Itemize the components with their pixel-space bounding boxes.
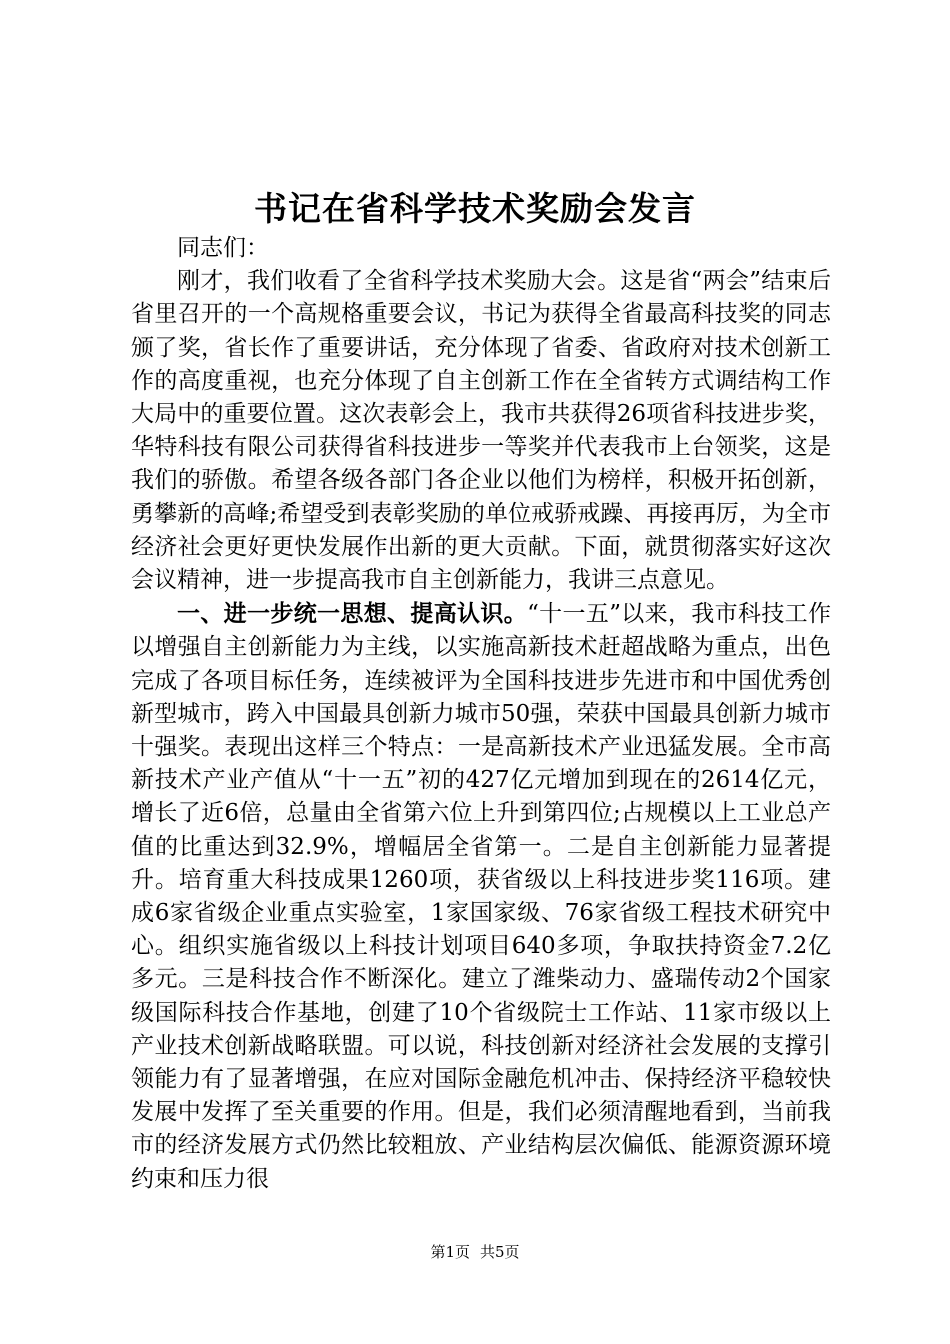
paragraph-section-1 (131, 597, 831, 1196)
section-body: “十一五”以来，我市科技工作以增强自主创新能力为主线，以实施高新技术赶超战略为重点，出色完成了各项目标任务，连续被评为全国科技进步先进市和中国优秀创新型城市，跨入中国最具创新力城市50强，荣获中国最具创新力城市十强奖。表现出这样三个特点：一是高新技术产业迅猛发展。全市高新技术产业产值从“十一五”初的427亿元增加到现在的2614亿元，增长了近6倍，总量由全省第六位上升到第四位;占规模以上工业总产值的比重达到32.9%，增幅居全省第一。二是自主创新能力显著提升。培育重大科技成果1260项，获省级以上科技进步奖116项。建成6家省级企业重点实验室，1家国家级、76家省级工程技术研究中心。组织实施省级以上科技计划项目640多项，争取扶持资金7.2亿多元。三是科技合作不断深化。建立了潍柴动力、盛瑞传动2个国家级国际科技合作基地，创建了10个省级院士工作站、11家市级以上产业技术创新战略联盟。可以说，科技创新对经济社会发展的支撑引领能力有了显著增强，在应对国际金融危机冲击、保持经济平稳较快发展中发挥了至关重要的作用。但是，我们必须清醒地看到，当前我市的经济发展方式仍然比较粗放、产业结构层次偏低、能源资源环境约束和压力很 (131, 601, 831, 1192)
paragraph-intro: 刚才，我们收看了全省科学技术奖励大会。这是省“两会”结束后省里召开的一个高规格重要会议，书记为获得全省最高科技奖的同志颁了奖，省长作了重要讲话，充分体现了省委、省政府对技术创新工作的高度重视，也充分体现了自主创新工作在全省转方式调结构工作大局中的重要位置。这次表彰会上，我市共获得26项省科技进步奖，华特科技有限公司获得省科技进步一等奖并代表我市上台领奖，这是我们的骄傲。希望各级各部门各企业以他们为榜样，积极开拓创新，勇攀新的高峰;希望受到表彰奖励的单位戒骄戒躁、再接再厉，为全市经济社会更好更快发展作出新的更大贡献。下面，就贯彻落实好这次会议精神，进一步提高我市自主创新能力，我讲三点意见。 (131, 268, 831, 594)
page-footer (0, 1242, 950, 1262)
salutation: 同志们： (177, 235, 269, 261)
page-number: 第1页 (430, 1243, 470, 1261)
document-title: 书记在省科学技术奖励会发言 (254, 189, 696, 228)
document-body (131, 232, 831, 1196)
page-total: 共5页 (480, 1243, 520, 1261)
section-heading: 一、进一步统一思想、提高认识。 (177, 600, 528, 628)
